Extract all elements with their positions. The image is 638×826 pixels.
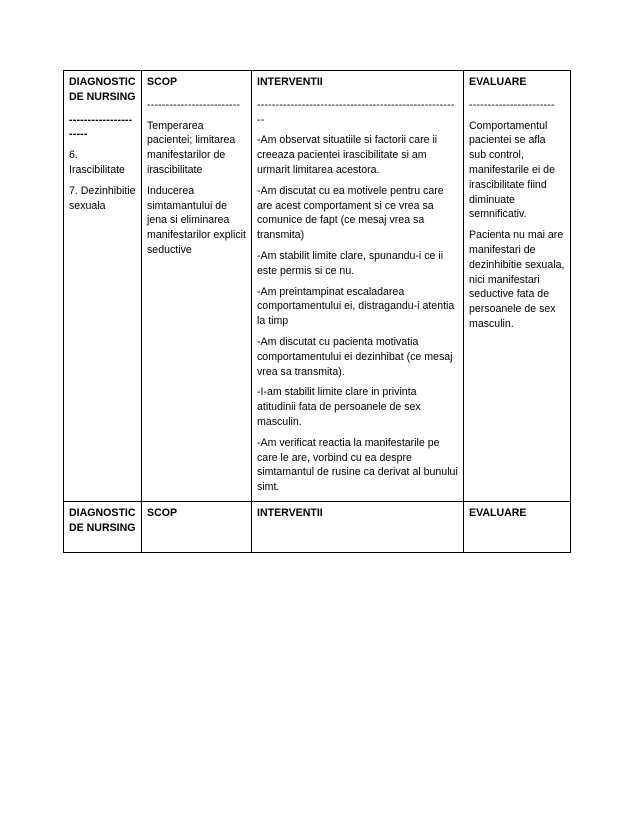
header-interventii: INTERVENTII [257, 76, 323, 88]
interventie-item: -Am verificat reactia la manifestarile pe care le are, vorbind cu ea despre simtamantul de rusine ca derivat al bunului simt. [257, 436, 458, 494]
diagnostic-item: 6. Irascibilitate [69, 149, 125, 176]
separator-diagnostic: ---------------------- [69, 113, 133, 141]
separator-scop: ------------------------- [147, 98, 241, 111]
interventie-item: -I-am stabilit limite clare in privinta atitudinii fata de persoanele de sex masculin. [257, 386, 421, 428]
scop-item: Inducerea simtamantului de jena si eliminarea manifestarilor explicit seductive [147, 184, 246, 256]
evaluare-item: Pacienta nu mai are manifestari de dezinhibitie sexuala, nici manifestari seductive fata de persoanele de sex masculin. [469, 229, 565, 330]
nursing-care-plan-table [63, 70, 571, 553]
footer-header-diagnostic: DIAGNOSTIC DE NURSING [69, 506, 136, 534]
interventie-item: -Am discutat cu ea motivele pentru care are acest comportament si ce vrea sa comunice de fapt (ce mesaj vrea sa transmita) [257, 184, 444, 242]
footer-cell-scop [142, 501, 252, 552]
scop-item: Temperarea pacientei; limitarea manifestarilor de irascibilitate [147, 119, 236, 176]
table-row-main [64, 71, 571, 502]
header-evaluare: EVALUARE [469, 76, 527, 88]
footer-cell-interventii [252, 501, 464, 552]
diagnostic-item: 7. Dezinhibitie sexuala [69, 184, 136, 212]
separator-interventii: ------------------------------------------------------- [257, 98, 455, 126]
cell-interventii [252, 71, 464, 502]
cell-evaluare [464, 71, 571, 502]
header-diagnostic: DIAGNOSTIC DE NURSING [69, 76, 136, 103]
table-row-footer-header [64, 501, 571, 552]
separator-evaluare: ----------------------- [469, 98, 555, 111]
footer-cell-diagnostic [64, 501, 142, 552]
interventie-item: -Am preintampinat escaladarea comportamentului ei, distragandu-i atentia la timp [257, 285, 455, 328]
footer-header-evaluare: EVALUARE [469, 506, 527, 519]
interventie-item: -Am stabilit limite clare, spunandu-i ce ii este permis si ce nu. [257, 249, 444, 277]
footer-header-scop: SCOP [147, 506, 178, 519]
evaluare-item: Comportamentul pacientei se afla sub control, manifestarile ei de irascibilitate fiind diminuate semnificativ. [469, 119, 555, 221]
footer-cell-evaluare [464, 501, 571, 552]
cell-diagnostic [64, 71, 142, 502]
interventie-item: -Am observat situatiile si factorii care ii creeaza pacientei irascibilitate si am urmarit limitarea acestora. [257, 134, 438, 176]
header-scop: SCOP [147, 76, 178, 88]
footer-header-interventii: INTERVENTII [257, 506, 323, 519]
cell-scop [142, 71, 252, 502]
interventie-item: -Am discutat cu pacienta motivatia comportamentului ei dezinhibat (ce mesaj vrea sa transmita). [257, 335, 453, 378]
